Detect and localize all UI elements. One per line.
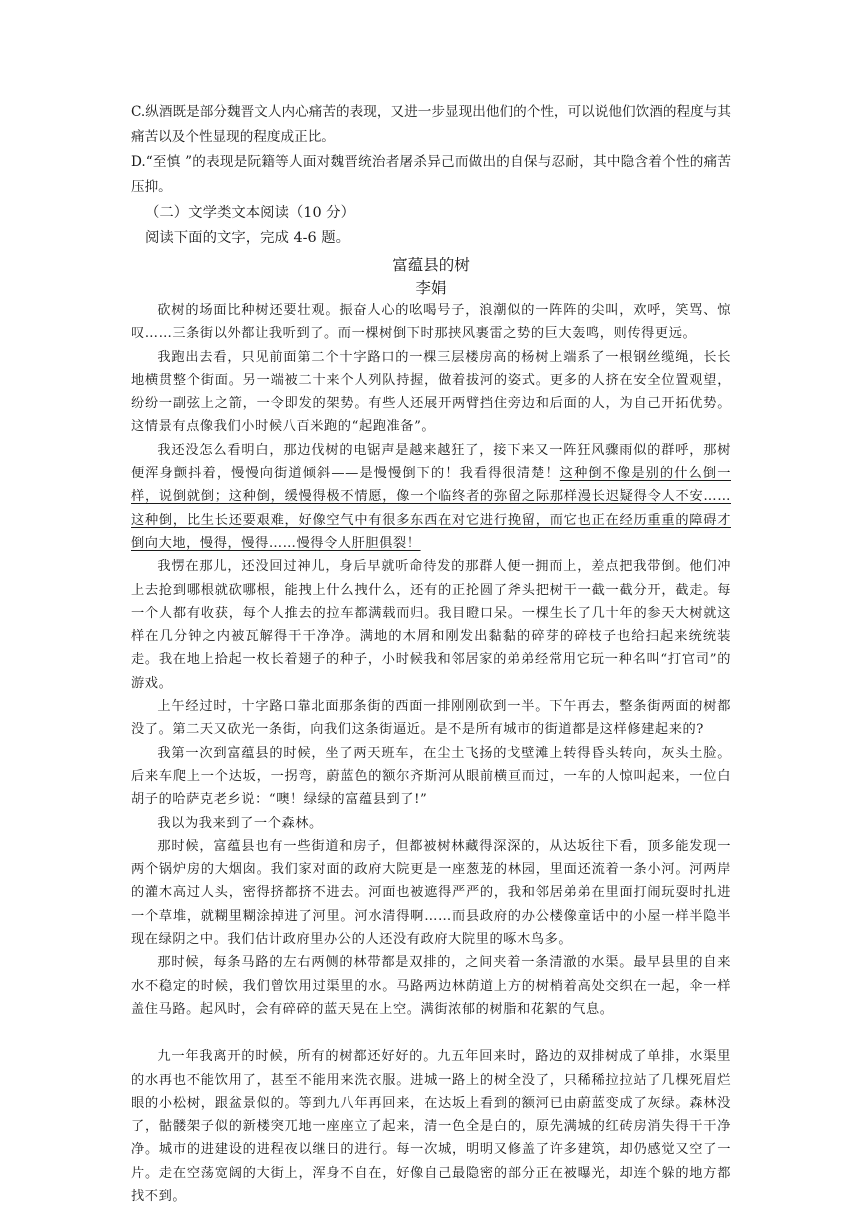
article-paragraph: 我愣在那儿，还没回过神儿，身后早就听命待发的那群人便一拥而上，差点把我带倒。他们冲上去抢到哪根就砍哪根，能拽上什么拽什么，还有的正抡圆了斧头把树干一截一截分开，截走。每一个人都有收获，每个人推去的拉车都满载而归。我目瞪口呆。一棵生长了几十年的参天大树就这样在几分钟之内被瓦解得干干净净。满地的木屑和刚发出黏黏的碎芽的碎枝子也给扫起来统统装走。我在地上拾起一枚长着翅子的种子，小时候我和邻居家的弟弟经常用它玩一种名叫“打官司”的游戏。	[131, 559, 731, 691]
section-heading: （二）文学类文本阅读（10 分）	[145, 205, 355, 221]
reading-instruction: 阅读下面的文字，完成 4-6 题。	[145, 230, 351, 246]
article-paragraph: 上午经过时，十字路口靠北面那条街的西面一排刚刚砍到一半。下午再去，整条街两面的树都没了。第二天又砍光一条街，向我们这条街逼近。是不是所有城市的街道都是这样修建起来的?	[131, 699, 731, 738]
article-paragraph: 砍树的场面比种树还要壮观。振奋人心的吆喝号子，浪潮似的一阵阵的尖叫，欢呼，笑骂、惊叹……三条街以外都让我听到了。而一棵树倒下时那挟风裹雷之势的巨大轰鸣，则传得更远。	[131, 303, 731, 342]
article-paragraph	[131, 439, 731, 555]
underlined-passage: 这种倒不像是别的什么倒一样，说倒就倒；这种倒，缓慢得极不情愿，像一个临终者的弥留之际那样漫长迟疑得令人不安……这种倒，比生长还要艰难，好像空气中有很多东西在对它进行挽留，而它也正在经历重重的障碍才倒向大地，慢得，慢得……慢得令人肝胆俱裂！	[131, 466, 731, 551]
article-paragraph: 我以为我来到了一个森林。	[157, 815, 323, 831]
article-title: 富蕴县的树	[392, 256, 470, 274]
paragraph-gap	[131, 1021, 731, 1045]
article-paragraph: 九一年我离开的时候，所有的树都还好好的。九五年回来时，路边的双排树成了单排，水渠里的水再也不能饮用了，甚至不能用来洗衣服。进城一路上的树全没了，只稀稀拉拉站了几棵死眉烂眼的小松树，跟盆景似的。等到九八年再回来，在达坂上看到的额河已由蔚蓝变成了灰绿。森林没了，骷髅架子似的新楼突兀地一座座立了起来，清一色全是白的，原先满城的红砖房消失得干干净净。城市的进建设的进程夜以继日的进行。每一次城，明明又修盖了许多建筑，却仍感觉又空了一片。走在空荡宽阔的大街上，浑身不自在，好像自己最隐密的部分正在被曝光，却连个躲的地方都找不到。	[131, 1049, 731, 1204]
paragraph-text: 我还没怎么看明白，那边伐树的电锯声是越来越狂了，接下来又一阵狂风骤雨似的群呼，那树便浑身颤抖着，慢慢向街道倾斜——是慢慢倒下的！我看得很清楚！	[131, 442, 731, 482]
document-page	[131, 100, 731, 1208]
option-d: D.“至慎 ”的表现是阮籍等人面对魏晋统治者屠杀异己而做出的自保与忍耐，其中隐含着个性的痛苦压抑。	[131, 154, 731, 195]
article-paragraph: 我跑出去看，只见前面第二个十字路口的一棵三层楼房高的杨树上端系了一根钢丝缆绳，长长地横贯整个街面。另一端被二十来个人列队持握，做着拔河的姿式。更多的人挤在安全位置观望，纷纷一副弦上之箭，一令即发的架势。有些人还展开两臂挡住旁边和后面的人，为自己开拓优势。这情景有点像我们小时候八百米跑的“起跑准备”。	[131, 349, 731, 435]
article-author: 李娟	[415, 279, 447, 297]
article-paragraph: 那时候，富蕴县也有一些街道和房子，但都被树林藏得深深的，从达坂往下看，顶多能发现一两个锅炉房的大烟囱。我们家对面的政府大院更是一座葱茏的林园，里面还流着一条小河。河两岸的灌木高过人头，密得挤都挤不进去。河面也被遮得严严的，我和邻居弟弟在里面打闹玩耍时扎进一个草堆，就糊里糊涂掉进了河里。河水清得啊……而县政府的办公楼像童话中的小屋一样半隐半现在绿阴之中。我们估计政府里办公的人还没有政府大院里的啄木鸟多。	[131, 838, 731, 948]
option-c: C.纵酒既是部分魏晋文人内心痛苦的表现，又进一步显现出他们的个性，可以说他们饮酒的程度与其痛苦以及个性显现的程度成正比。	[131, 104, 731, 145]
article-paragraph: 那时候，每条马路的左右两侧的林带都是双排的，之间夹着一条清澈的水渠。最早县里的自来水不稳定的时候，我们曾饮用过渠里的水。马路两边林荫道上方的树梢着高处交织在一起，伞一样盖住马路。起风时，会有碎碎的蓝天晃在上空。满街浓郁的树脂和花絮的气息。	[131, 955, 731, 1017]
article-paragraph: 我第一次到富蕴县的时候，坐了两天班车，在尘土飞扬的戈壁滩上转得昏头转向，灰头土脸。后来车爬上一个达坂，一拐弯，蔚蓝色的额尔齐斯河从眼前横亘而过，一车的人惊叫起来，一位白胡子的哈萨克老乡说：“噢！绿绿的富蕴县到了!”	[131, 745, 731, 808]
